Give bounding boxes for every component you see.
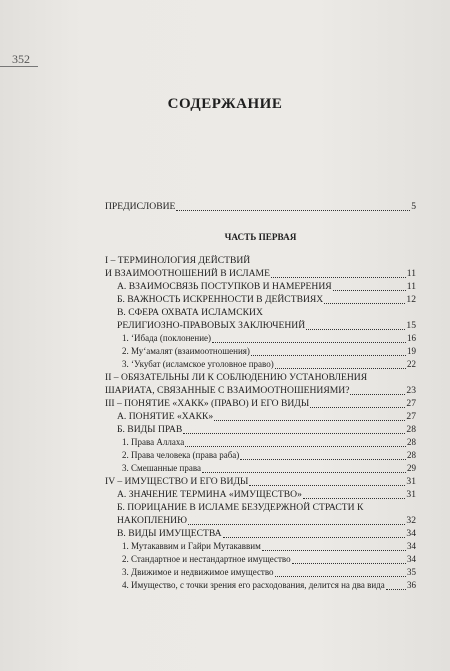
toc-page-number: 35 xyxy=(407,567,416,577)
toc-page-number: 28 xyxy=(407,450,416,460)
toc-page-number: 11 xyxy=(406,268,416,279)
dot-leader xyxy=(185,445,406,447)
toc-entry-text: 1. ‘Ибада (поклонение) xyxy=(122,333,212,343)
toc-entry-3b3[interactable] xyxy=(105,462,416,475)
toc-entry-text: Б. ПОРИЦАНИЕ В ИСЛАМЕ БЕЗУДЕРЖНОЙ СТРАСТИ К xyxy=(117,502,364,513)
dot-leader xyxy=(275,367,406,369)
toc-entry-3b2[interactable] xyxy=(105,449,416,462)
dot-leader xyxy=(350,393,405,395)
toc-entry-text: 3. Смешанные права xyxy=(122,463,201,473)
dot-leader xyxy=(202,471,406,473)
toc-entry-1v2[interactable] xyxy=(105,345,416,358)
dot-leader xyxy=(249,484,405,486)
toc-page-number: 34 xyxy=(407,541,416,551)
page-number: 352 xyxy=(12,52,30,66)
toc-entry-1v[interactable] xyxy=(105,319,416,332)
dot-leader xyxy=(310,406,405,408)
toc-entry-1b[interactable] xyxy=(105,293,416,306)
toc-entry-text: В. ВИДЫ ИМУЩЕСТВА xyxy=(117,528,222,539)
toc-entry-1a[interactable] xyxy=(105,280,416,293)
dot-leader xyxy=(333,289,406,291)
toc-page-number: 27 xyxy=(406,411,416,422)
toc-entry-preface[interactable] xyxy=(105,200,416,213)
toc-entry-text: И ВЗАИМООТНОШЕНИЙ В ИСЛАМЕ xyxy=(105,268,270,279)
toc-entry-text: IV – ИМУЩЕСТВО И ЕГО ВИДЫ xyxy=(105,476,249,487)
toc-page-number: 23 xyxy=(406,385,416,396)
toc-entry-4a[interactable] xyxy=(105,488,416,501)
toc-page-number: 19 xyxy=(407,346,416,356)
toc-entry-text: 2. Права человека (права раба) xyxy=(122,450,240,460)
toc-entry-3a[interactable] xyxy=(105,410,416,423)
toc-page-number: 22 xyxy=(407,359,416,369)
toc-entry-section-3[interactable] xyxy=(105,397,416,410)
toc-entry-text: А. ЗНАЧЕНИЕ ТЕРМИНА «ИМУЩЕСТВО» xyxy=(117,489,302,500)
toc-entry-4v4[interactable] xyxy=(105,579,416,592)
toc-entry-4b[interactable] xyxy=(105,514,416,527)
toc-entry-text: А. ВЗАИМОСВЯЗЬ ПОСТУПКОВ И НАМЕРЕНИЯ xyxy=(117,281,332,292)
toc-entry-text: 1. Права Аллаха xyxy=(122,437,185,447)
toc-page-number: 15 xyxy=(406,320,416,331)
toc-entry-text: 2. Му‘амалят (взаимоотношения) xyxy=(122,346,250,356)
toc-entry-text: Б. ВАЖНОСТЬ ИСКРЕННОСТИ В ДЕЙСТВИЯХ xyxy=(117,294,324,305)
toc-entry-text: III – ПОНЯТИЕ «ХАКК» (ПРАВО) И ЕГО ВИДЫ xyxy=(105,398,310,409)
dot-leader xyxy=(303,497,406,499)
toc-page-number: 27 xyxy=(406,398,416,409)
toc-entry-1v3[interactable] xyxy=(105,358,416,371)
dot-leader xyxy=(275,575,406,577)
toc-page-number: 34 xyxy=(407,554,416,564)
toc-page-number: 11 xyxy=(406,281,416,292)
toc-entry-text: 1. Мутакаввим и Гайри Мутакаввим xyxy=(122,541,261,551)
toc-page-number: 34 xyxy=(406,528,416,539)
dot-leader xyxy=(214,419,405,421)
toc-page-number: 28 xyxy=(407,437,416,447)
toc-entry-section-1[interactable] xyxy=(105,267,416,280)
dot-leader xyxy=(176,209,410,211)
toc-entry-section-2[interactable] xyxy=(105,384,416,397)
toc-entry-4v[interactable] xyxy=(105,527,416,540)
table-of-contents xyxy=(105,200,416,592)
toc-entry-3b[interactable] xyxy=(105,423,416,436)
toc-page-number: 29 xyxy=(407,463,416,473)
dot-leader xyxy=(212,341,406,343)
toc-entry-text: I – ТЕРМИНОЛОГИЯ ДЕЙСТВИЙ xyxy=(105,255,251,266)
toc-entry-section-4[interactable] xyxy=(105,475,416,488)
dot-leader xyxy=(386,588,406,590)
toc-page-number: 36 xyxy=(407,580,416,590)
toc-entry-3b1[interactable] xyxy=(105,436,416,449)
dot-leader xyxy=(188,523,405,525)
toc-page-number: 12 xyxy=(406,294,416,305)
toc-page-number: 31 xyxy=(406,476,416,487)
dot-leader xyxy=(271,276,406,278)
toc-page-number: 28 xyxy=(406,424,416,435)
toc-entry-text: II – ОБЯЗАТЕЛЬНЫ ЛИ К СОБЛЮДЕНИЮ УСТАНОВЛЕНИЯ xyxy=(105,372,368,383)
dot-leader xyxy=(240,458,406,460)
part-heading: ЧАСТЬ ПЕРВАЯ xyxy=(224,232,297,242)
toc-page-number: 16 xyxy=(407,333,416,343)
toc-entry-text: 2. Стандартное и нестандартное имущество xyxy=(122,554,291,564)
toc-entry-text: РЕЛИГИОЗНО-ПРАВОВЫХ ЗАКЛЮЧЕНИЙ xyxy=(117,320,306,331)
toc-entry-1v1[interactable] xyxy=(105,332,416,345)
page-title: СОДЕРЖАНИЕ xyxy=(167,96,283,112)
dot-leader xyxy=(183,432,405,434)
dot-leader xyxy=(262,549,406,551)
dot-leader xyxy=(306,328,405,330)
toc-entry-text: ПРЕДИСЛОВИЕ xyxy=(105,201,176,212)
toc-entry-4v1[interactable] xyxy=(105,540,416,553)
toc-page-number: 31 xyxy=(406,489,416,500)
toc-entry-text: 4. Имущество, с точки зрения его расходования, делится на два вида xyxy=(122,580,385,590)
toc-entry-4v3[interactable] xyxy=(105,566,416,579)
dot-leader xyxy=(324,302,405,304)
toc-page-number: 32 xyxy=(406,515,416,526)
header-rule xyxy=(0,66,38,67)
toc-entry-4v2[interactable] xyxy=(105,553,416,566)
toc-entry-text: ШАРИАТА, СВЯЗАННЫЕ С ВЗАИМООТНОШЕНИЯМИ? xyxy=(105,385,350,396)
toc-page-number: 5 xyxy=(411,201,416,212)
toc-entry-text: 3. ‘Укубат (исламское уголовное право) xyxy=(122,359,274,369)
dot-leader xyxy=(292,562,406,564)
dot-leader xyxy=(251,354,406,356)
toc-entry-text: 3. Движимое и недвижимое имущество xyxy=(122,567,274,577)
toc-entry-text: Б. ВИДЫ ПРАВ xyxy=(117,424,183,435)
toc-entry-text: А. ПОНЯТИЕ «ХАКК» xyxy=(117,411,214,422)
toc-entry-text: В. СФЕРА ОХВАТА ИСЛАМСКИХ xyxy=(117,307,263,318)
toc-entry-text: НАКОПЛЕНИЮ xyxy=(117,515,187,526)
dot-leader xyxy=(223,536,406,538)
